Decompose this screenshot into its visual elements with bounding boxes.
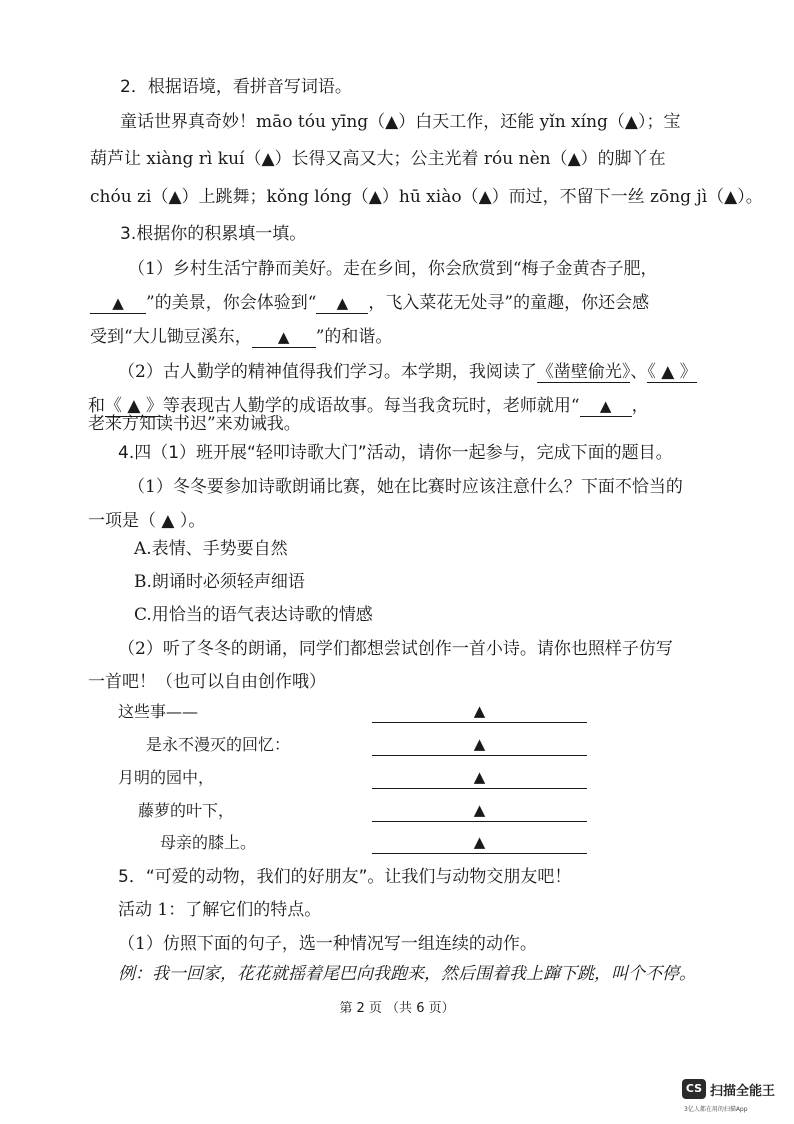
- q3-p2-sep: 、: [630, 362, 648, 382]
- q4-option-b: B.朗诵时必须轻声细语: [134, 572, 305, 592]
- poem-line-5: [0, 831, 794, 859]
- q4-heading: 4.四（1）班开展“轻叩诗歌大门”活动，请你一起参与，完成下面的题目。: [118, 443, 673, 463]
- poem-answer-blank[interactable]: ▲: [372, 766, 587, 789]
- poem-text: 月明的园中，: [118, 768, 215, 787]
- poem-line-2: [0, 733, 794, 761]
- q3-p1-text-c: 受到“大儿锄豆溪东，: [90, 327, 252, 347]
- poem-text: 是永不漫灭的回忆：: [146, 735, 291, 754]
- poem-answer-blank[interactable]: ▲: [372, 733, 587, 756]
- q2-line-3: chóu zi（▲）上跳舞；kǒng lóng（▲）hū xiào（▲）而过，不留下一丝 zōng jì（▲）。: [90, 187, 763, 207]
- q4-option-c: C.用恰当的语气表达诗歌的情感: [134, 605, 373, 625]
- q3-p1-text-b: ，飞入菜花无处寻”的童趣，你还会感: [368, 293, 650, 313]
- q4-option-a: A.表情、手势要自然: [134, 539, 288, 559]
- book-title-1: 《凿壁偷光》: [536, 362, 631, 382]
- q2-line-2: 葫芦让 xiàng rì kuí（▲）长得又高又大；公主光着 róu nèn（▲）的脚丫在: [90, 149, 666, 169]
- q4-s2-line-2: 一首吧！（也可以自由创作哦）: [88, 672, 326, 692]
- q2-heading: 2．根据语境，看拼音写词语。: [120, 77, 352, 97]
- blank-mark: ▲: [316, 293, 368, 314]
- blank-mark: ▲: [252, 327, 316, 348]
- q3-p2-line-3: 老来方知读书迟”来劝诫我。: [88, 414, 301, 434]
- q4-s1-line-2: 一项是（ ▲ ）。: [88, 511, 206, 531]
- q4-s1-line-1: （1）冬冬要参加诗歌朗诵比赛，她在比赛时应该注意什么？下面不恰当的: [128, 477, 683, 497]
- blank-mark: ▲: [580, 396, 632, 417]
- q5-s1: （1）仿照下面的句子，选一种情况写一组连续的动作。: [118, 934, 537, 954]
- book-title-2: 《 ▲ 》: [647, 362, 697, 382]
- blank-mark: ▲: [90, 293, 146, 314]
- q3-p1-line-1: （1）乡村生活宁静而美好。走在乡间，你会欣赏到“梅子金黄杏子肥，: [128, 259, 658, 279]
- poem-line-3: [0, 766, 794, 794]
- q3-p1-text-a: ”的美景，你会体验到“: [146, 293, 317, 313]
- q3-p1-line-3: [90, 325, 392, 349]
- q2-line-1: 童话世界真奇妙！māo tóu yīng（▲）白天工作，还能 yǐn xíng（▲）；宝: [120, 112, 681, 132]
- q5-heading: 5．“可爱的动物，我们的好朋友”。让我们与动物交朋友吧！: [118, 867, 572, 887]
- poem-text: 藤萝的叶下，: [138, 801, 235, 820]
- poem-answer-blank[interactable]: ▲: [372, 831, 587, 854]
- cs-logo-icon: CS: [682, 1079, 706, 1099]
- q4-s2-line-1: （2）听了冬冬的朗诵，同学们都想尝试创作一首小诗。请你也照样子仿写: [118, 639, 673, 659]
- q5-example: 例：我一回家，花花就摇着尾巴向我跑来，然后围着我上蹿下跳，叫个不停。: [118, 964, 696, 984]
- q3-p2-text-a: （2）古人勤学的精神值得我们学习。本学期，我阅读了: [118, 362, 537, 382]
- logo-name: 扫描全能王: [710, 1084, 776, 1099]
- poem-line-1: [0, 700, 794, 728]
- book-title-3: 《 ▲ 》: [105, 396, 163, 416]
- q3-heading: 3.根据你的积累填一填。: [120, 224, 307, 244]
- poem-line-4: [0, 799, 794, 827]
- poem-text: 这些事——: [118, 702, 199, 721]
- poem-answer-blank[interactable]: ▲: [372, 700, 587, 723]
- poem-answer-blank[interactable]: ▲: [372, 799, 587, 822]
- page-footer: 第 2 页 （共 6 页）: [339, 1001, 455, 1016]
- q3-p2-text-c: 等表现古人勤学的成语故事。每当我贪玩时，老师就用“: [162, 396, 580, 416]
- q3-p1-text-d: ”的和谐。: [315, 327, 393, 347]
- scanner-logo: [682, 1079, 792, 1119]
- q3-p2-line-1: [118, 360, 697, 384]
- q5-activity: 活动 1：了解它们的特点。: [118, 900, 322, 920]
- q3-p1-line-2: [90, 291, 649, 315]
- poem-text: 母亲的膝上。: [160, 833, 257, 852]
- q3-p2-text-b: 和: [88, 396, 105, 416]
- logo-subtitle: 3亿人都在用的扫描App: [684, 1106, 748, 1113]
- q3-p2-text-d: ，: [631, 396, 649, 416]
